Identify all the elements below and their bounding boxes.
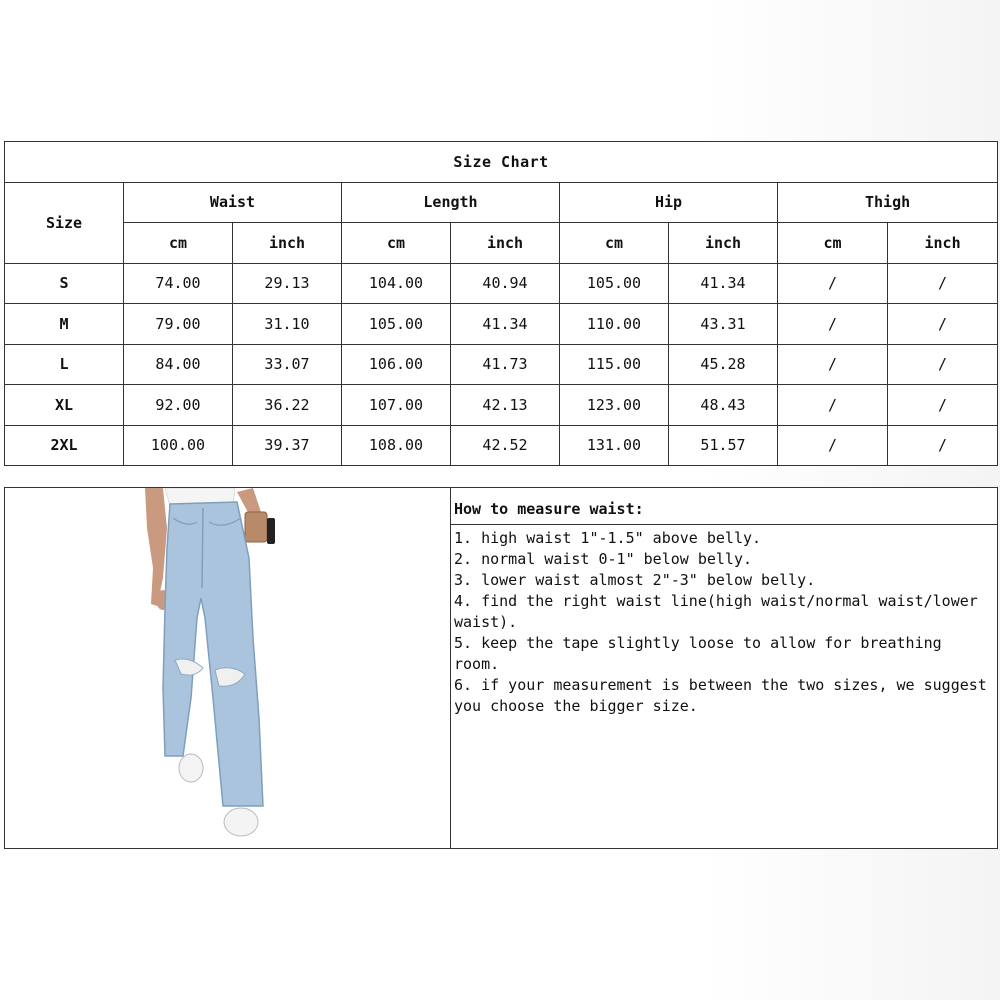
table-cell: 41.34 <box>451 304 560 345</box>
table-cell: / <box>778 344 888 385</box>
table-cell: 107.00 <box>342 385 451 426</box>
table-row <box>5 263 998 304</box>
measure-instructions-panel <box>450 487 998 849</box>
table-cell: / <box>778 263 888 304</box>
size-label: M <box>5 304 124 345</box>
list-item: 4. find the right waist line(high waist/normal waist/lower waist). <box>454 592 978 631</box>
table-cell: 123.00 <box>560 385 669 426</box>
table-cell: 40.94 <box>451 263 560 304</box>
group-header-hip: Hip <box>560 182 778 223</box>
table-row <box>5 304 998 345</box>
unit-header: cm <box>560 223 669 264</box>
table-cell: 41.34 <box>669 263 778 304</box>
group-header-waist: Waist <box>124 182 342 223</box>
table-cell: 79.00 <box>124 304 233 345</box>
table-cell: 104.00 <box>342 263 451 304</box>
table-cell: 106.00 <box>342 344 451 385</box>
unit-header: cm <box>342 223 451 264</box>
instructions-list <box>451 525 997 717</box>
table-cell: 42.52 <box>451 425 560 466</box>
table-cell: 131.00 <box>560 425 669 466</box>
table-cell: 115.00 <box>560 344 669 385</box>
unit-header: inch <box>888 223 998 264</box>
table-row <box>5 385 998 426</box>
table-cell: 74.00 <box>124 263 233 304</box>
table-cell: / <box>888 304 998 345</box>
table-cell: 43.31 <box>669 304 778 345</box>
unit-header: cm <box>124 223 233 264</box>
size-label: L <box>5 344 124 385</box>
table-cell: 100.00 <box>124 425 233 466</box>
list-item: 1. high waist 1"-1.5" above belly. <box>454 529 762 547</box>
list-item: 5. keep the tape slightly loose to allow for breathing room. <box>454 634 942 673</box>
instructions-title: How to measure waist: <box>451 488 997 525</box>
size-label: 2XL <box>5 425 124 466</box>
chart-title: Size Chart <box>5 142 998 183</box>
table-cell: / <box>888 263 998 304</box>
table-cell: 36.22 <box>233 385 342 426</box>
unit-header: inch <box>669 223 778 264</box>
table-cell: 108.00 <box>342 425 451 466</box>
table-cell: 48.43 <box>669 385 778 426</box>
table-cell: 33.07 <box>233 344 342 385</box>
table-cell: / <box>888 385 998 426</box>
table-cell: 29.13 <box>233 263 342 304</box>
list-item: 2. normal waist 0-1" below belly. <box>454 550 753 568</box>
table-cell: 45.28 <box>669 344 778 385</box>
table-cell: 31.10 <box>233 304 342 345</box>
table-cell: 84.00 <box>124 344 233 385</box>
unit-header: inch <box>451 223 560 264</box>
table-cell: / <box>778 385 888 426</box>
table-cell: 39.37 <box>233 425 342 466</box>
table-cell: / <box>888 425 998 466</box>
unit-header: cm <box>778 223 888 264</box>
table-cell: 51.57 <box>669 425 778 466</box>
table-cell: 110.00 <box>560 304 669 345</box>
table-row <box>5 425 998 466</box>
group-header-length: Length <box>342 182 560 223</box>
jeans-model-photo <box>5 488 451 848</box>
model-photo-panel <box>4 487 451 849</box>
table-cell: / <box>778 304 888 345</box>
size-chart-table <box>4 141 998 466</box>
table-cell: 41.73 <box>451 344 560 385</box>
table-cell: 92.00 <box>124 385 233 426</box>
table-cell: 105.00 <box>342 304 451 345</box>
unit-header: inch <box>233 223 342 264</box>
table-row <box>5 344 998 385</box>
list-item: 6. if your measurement is between the two sizes, we suggest you choose the bigger size. <box>454 676 987 715</box>
list-item: 3. lower waist almost 2"-3" below belly. <box>454 571 816 589</box>
table-cell: 42.13 <box>451 385 560 426</box>
size-label: S <box>5 263 124 304</box>
table-cell: / <box>778 425 888 466</box>
group-header-thigh: Thigh <box>778 182 998 223</box>
size-label: XL <box>5 385 124 426</box>
table-cell: / <box>888 344 998 385</box>
table-cell: 105.00 <box>560 263 669 304</box>
size-column-header: Size <box>5 182 124 263</box>
